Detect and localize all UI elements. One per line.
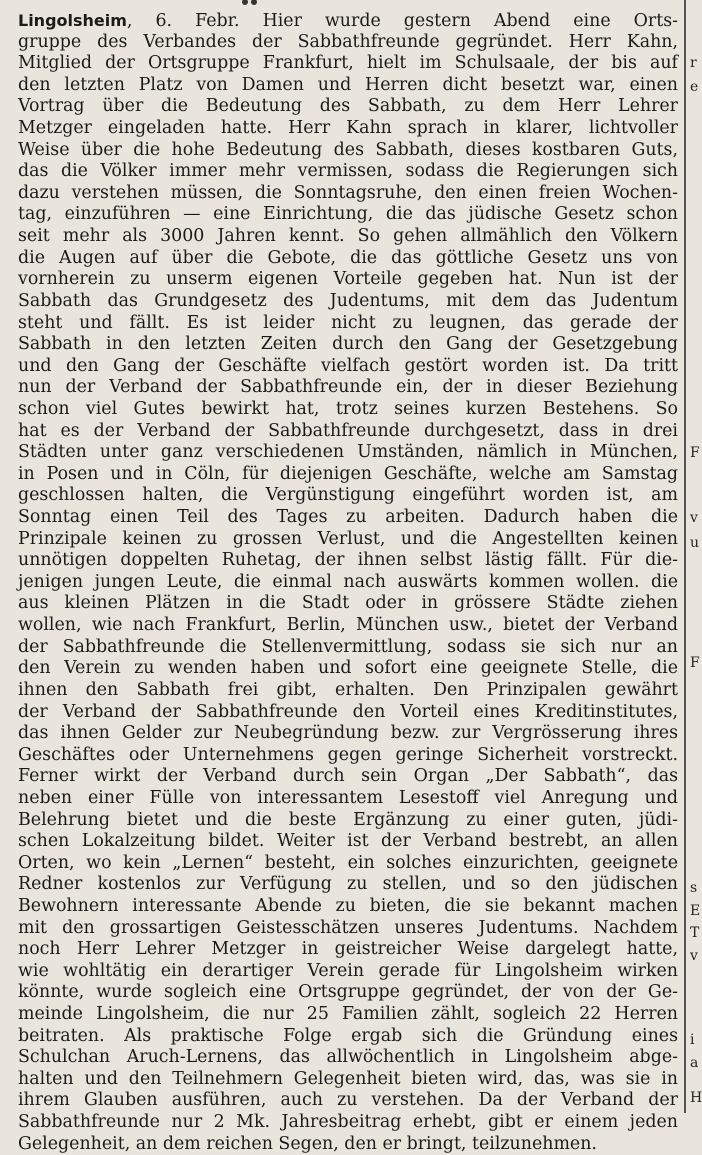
article-line: mit den grossartigen Geistesschätzen unseres Judentums. Nachdem [18,917,678,938]
article-line: schon viel Gutes bewirkt hat, trotz seines kurzen Bestehens. So [18,398,678,419]
article-line: Prinzipale keinen zu grossen Verlust, und die Angestellten keinen [18,528,678,549]
article-line: Geschäftes oder Unternehmens gegen geringe Sicherheit vorstreckt. [18,744,678,765]
article-line: hat es der Verband der Sabbathfreunde durchgesetzt, dass in drei [18,420,678,441]
article-line: nun der Verband der Sabbathfreunde ein, der in dieser Beziehung [18,377,678,398]
article-column [18,10,678,1155]
edge-letter: T [690,925,700,941]
article-line: Metzger eingeladen hatte. Herr Kahn sprach in klarer, lichtvoller [18,118,678,139]
article-line: Bewohnern interessante Abende zu bieten, die sie bekannt machen [18,895,678,916]
article-line: Schulchan Aruch-Lernens, das allwöchentlich in Lingolsheim abge- [18,1047,678,1068]
dateline-place: Lingolsheim [18,11,127,30]
article-line: noch Herr Lehrer Metzger in geistreicher Weise dargelegt hatte, [18,939,678,960]
article-line: Ferner wirkt der Verband durch sein Organ „Der Sabbath“, das [18,766,678,787]
article-line: der Sabbathfreunde die Stellenvermittlung, sodass sie sich nur an [18,636,678,657]
article-line: Mitglied der Ortsgruppe Frankfurt, hielt im Schulsaale, der bis auf [18,53,678,74]
article-line: Weise über die hohe Bedeutung des Sabbath, dieses kostbaren Guts, [18,139,678,160]
edge-letter: e [690,79,699,95]
article-line: den Verein zu wenden haben und sofort eine geeignete Stelle, die [18,658,678,679]
edge-letter: i [690,1032,695,1048]
edge-letter: H [690,1090,702,1106]
edge-letter: F [690,445,700,461]
article-line: aus kleinen Plätzen in die Stadt oder in grössere Städte ziehen [18,593,678,614]
article-line: Redner kostenlos zur Verfügung zu stellen, und so den jüdischen [18,874,678,895]
top-ornament [240,0,262,6]
edge-letter: v [690,948,698,964]
article-line: wollen, wie nach Frankfurt, Berlin, München usw., bietet der Verband [18,615,678,636]
article-line: Sabbath das Grundgesetz des Judentums, mit dem das Judentum [18,290,678,311]
article-line: neben einer Fülle von interessantem Lesestoff viel Anregung und [18,787,678,808]
article-line: und den Gang der Geschäfte vielfach gestört worden ist. Da tritt [18,355,678,376]
article-line: das ihnen Gelder zur Neubegründung bezw. zur Vergrösserung ihres [18,723,678,744]
article-line: seit mehr als 3000 Jahren kennt. So gehen allmählich den Völkern [18,226,678,247]
article-line: gruppe des Verbandes der Sabbathfreunde gegründet. Herr Kahn, [18,31,678,52]
article-line: in Posen und in Cöln, für diejenigen Geschäfte, welche am Samstag [18,463,678,484]
edge-letter: u [690,535,700,551]
article-line: dazu verstehen müssen, die Sonntagsruhe, den einen freien Wochen- [18,182,678,203]
article-line: meinde Lingolsheim, die nur 25 Familien zählt, sogleich 22 Herren [18,1004,678,1025]
article-line: geschlossen halten, die Vergünstigung eingeführt worden ist, am [18,485,678,506]
article-line: Vortrag über die Bedeutung des Sabbath, zu dem Herr Lehrer [18,96,678,117]
article-line: vornherein zu unserm eigenen Vorteile gegeben hat. Nun ist der [18,269,678,290]
article-line: beitraten. Als praktische Folge ergab sich die Gründung eines [18,1025,678,1046]
article-line [18,10,678,32]
article-line: Sabbath in den letzten Zeiten durch den Gang der Gesetzgebung [18,334,678,355]
article-line: das die Völker immer mehr vermissen, sodass die Regierungen sich [18,161,678,182]
article-line: könnte, wurde sogleich eine Ortsgruppe gegründet, der von der Ge- [18,982,678,1003]
edge-letter: a [690,1055,699,1071]
article-line: steht und fällt. Es ist leider nicht zu leugnen, das gerade der [18,312,678,333]
edge-letter: E [690,903,701,919]
article-line: wie wohltätig ein derartiger Verein gerade für Lingolsheim wirken [18,960,678,981]
article-line: der Verband der Sabbathfreunde den Vorteil eines Kreditinstitutes, [18,701,678,722]
adjacent-column-edge [690,0,700,1113]
article-line: die Augen auf über die Gebote, die das göttliche Gesetz uns von [18,247,678,268]
article-line: ihrem Glauben ausführen, auch zu verstehen. Da der Verband der [18,1090,678,1111]
article-line: ihnen den Sabbath frei gibt, erhalten. Den Prinzipalen gewährt [18,679,678,700]
article-line: Sonntag einen Teil des Tages zu arbeiten. Dadurch haben die [18,507,678,528]
article-line-text: , 6. Febr. Hier wurde gestern Abend eine Orts- [126,11,678,31]
article-line: Städten unter ganz verschiedenen Umständen, nämlich in München, [18,442,678,463]
article-line: Belehrung bietet und die beste Ergänzung zu einer guten, jüdi- [18,809,678,830]
edge-letter: F [690,655,700,671]
edge-letter: s [690,880,698,896]
article-line: halten und den Teilnehmern Gelegenheit bieten wird, das, was sie in [18,1068,678,1089]
article-line: schen Lokalzeitung bildet. Weiter ist der Verband bestrebt, an allen [18,831,678,852]
article-line: jenigen jungen Leute, die einmal nach auswärts kommen wollen. die [18,571,678,592]
article-line: Sabbathfreunde nur 2 Mk. Jahresbeitrag erhebt, gibt er einem jeden [18,1112,678,1133]
column-rule [684,0,686,1113]
article-line: Orten, wo kein „Lernen“ besteht, ein solches einzurichten, geeignete [18,852,678,873]
article-line: Gelegenheit, an dem reichen Segen, den er bringt, teilzunehmen. [18,1133,597,1154]
article-line: tag, einzuführen — eine Einrichtung, die das jüdische Gesetz schon [18,204,678,225]
edge-letter: r [690,55,697,71]
article-line: unnötigen doppelten Ruhetag, der ihnen selbst lästig fällt. Für die- [18,550,678,571]
article-line: den letzten Platz von Damen und Herren dicht besetzt war, einen [18,74,678,95]
edge-letter: v [690,510,698,526]
